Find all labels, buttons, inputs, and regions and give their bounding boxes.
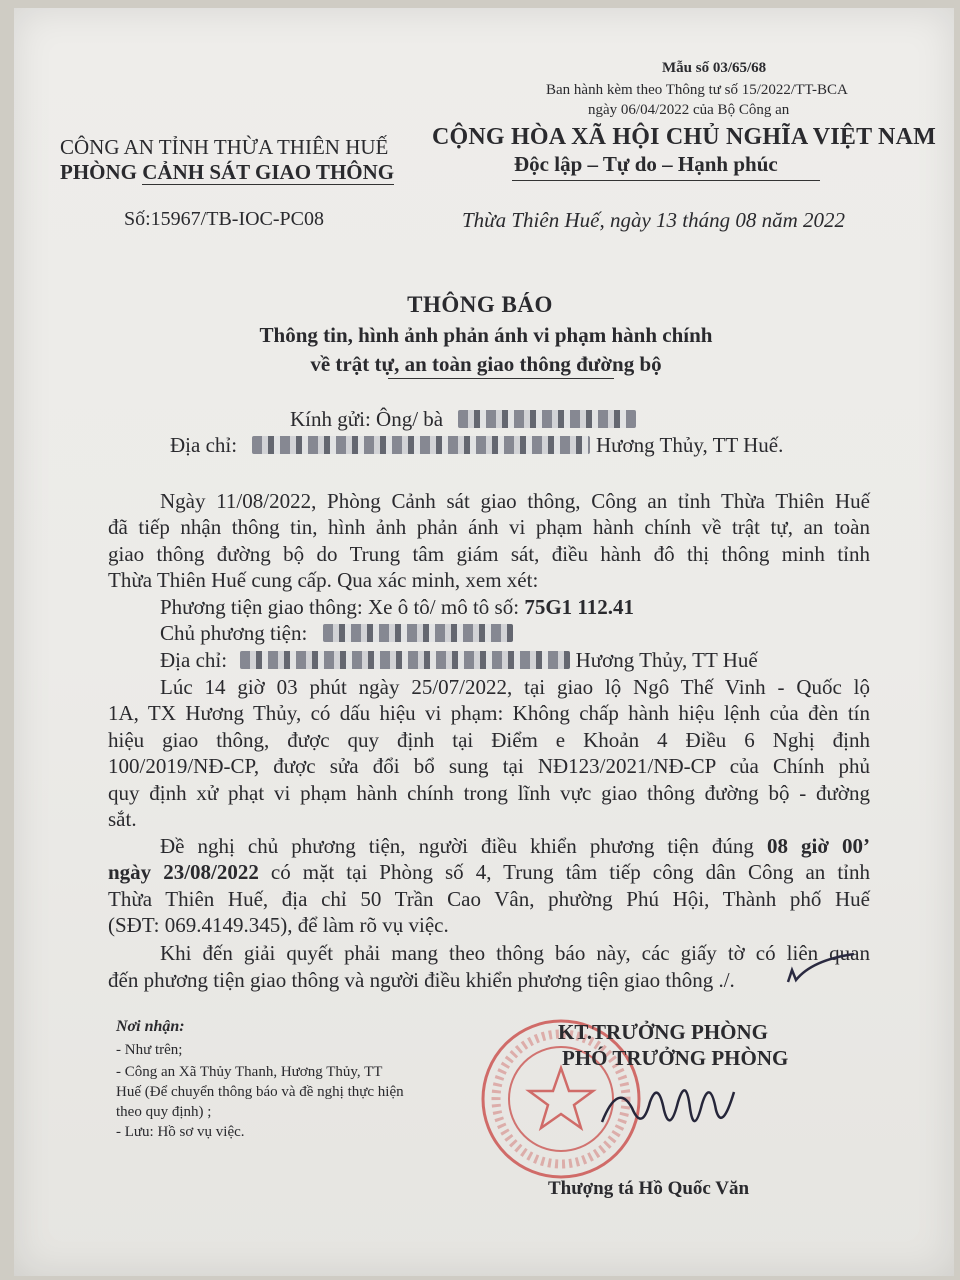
document-title: THÔNG BÁO — [407, 292, 553, 317]
body-line: đã tiếp nhận thông tin, hình ảnh phản ánh vi phạm hành chính về trật tự, an toàn — [108, 515, 870, 539]
address-label: Địa chỉ: — [170, 433, 238, 457]
body-line: 100/2019/NĐ-CP, được sửa đổi bổ sung tại NĐ123/2021/NĐ-CP của Chính phủ — [108, 754, 870, 778]
owner-address-line — [160, 648, 870, 673]
receiver-item: theo quy định) ; — [116, 1104, 212, 1120]
owner-address-end: Hương Thủy, TT Huế — [575, 648, 758, 672]
date-line: Thừa Thiên Huế, ngày 13 tháng 08 năm 2022 — [462, 208, 846, 232]
body-line: 1A, TX Hương Thủy, có dấu hiệu vi phạm: Không chấp hành hiệu lệnh của đèn tín — [108, 701, 870, 725]
subtitle-underline — [388, 378, 614, 379]
signature-title-2: PHÓ TRƯỞNG PHÒNG — [562, 1046, 789, 1070]
owner-address-label: Địa chỉ: — [160, 648, 228, 672]
redacted-owner — [323, 624, 513, 642]
appointment-location: có mặt tại Phòng số 4, Trung tâm tiếp công dân Công an tỉnh — [258, 860, 870, 884]
department-suffix: CẢNH SÁT GIAO THÔNG — [142, 160, 395, 184]
receiver-item: - Công an Xã Thủy Thanh, Hương Thủy, TT — [116, 1064, 383, 1080]
body-line: giao thông đường bộ do Trung tâm giám sát, điều hành đô thị thông minh tỉnh — [108, 542, 870, 566]
redacted-name — [458, 410, 636, 428]
signature-title-1: KT.TRƯỞNG PHÒNG — [558, 1020, 768, 1044]
owner-label: Chủ phương tiện: — [160, 621, 308, 645]
document-subtitle-2: về trật tự, an toàn giao thông đường bộ — [310, 352, 662, 376]
body-line: (SĐT: 069.4149.345), để làm rõ vụ việc. — [108, 913, 449, 937]
vehicle-label: Phương tiện giao thông: Xe ô tô/ mô tô số: — [160, 595, 525, 619]
signer-name: Thượng tá Hồ Quốc Văn — [548, 1178, 750, 1199]
handwritten-tick-mark — [782, 948, 862, 988]
receiver-item: Huế (Để chuyển thông báo và đề nghị thực hiện — [116, 1084, 404, 1100]
form-number: Mẫu số 03/65/68 — [662, 60, 767, 76]
appointment-time: 08 giờ 00’ — [766, 834, 870, 858]
body-line: Lúc 14 giờ 03 phút ngày 25/07/2022, tại giao lộ Ngô Thế Vinh - Quốc lộ — [160, 675, 870, 699]
vehicle-line — [160, 595, 870, 620]
owner-line — [160, 621, 870, 646]
body-line: Thừa Thiên Huế cung cấp. Qua xác minh, xem xét: — [108, 568, 539, 592]
form-reference-line2: ngày 06/04/2022 của Bộ Công an — [588, 102, 790, 118]
form-reference-line1: Ban hành kèm theo Thông tư số 15/2022/TT-BCA — [546, 82, 848, 98]
address-end: Hương Thủy, TT Huế. — [596, 433, 784, 457]
redacted-address — [252, 436, 590, 454]
body-line: hiệu giao thông, được quy định tại Điểm e Khoản 4 Điều 6 Nghị định — [108, 728, 870, 752]
nation-title: CỘNG HÒA XÃ HỘI CHỦ NGHĨA VIỆT NAM — [432, 124, 936, 150]
recipient-address — [170, 433, 590, 458]
document-subtitle-1: Thông tin, hình ảnh phản ánh vi phạm hành chính — [259, 323, 713, 347]
appointment-date-line — [108, 860, 870, 885]
body-line: Khi đến giải quyết phải mang theo thông báo này, các giấy tờ có liên quan — [160, 941, 870, 965]
appointment-text: Đề nghị chủ phương tiện, người điều khiển phương tiện đúng — [160, 834, 767, 858]
body-line: Ngày 11/08/2022, Phòng Cảnh sát giao thông, Công an tỉnh Thừa Thiên Huế — [160, 489, 870, 513]
appointment-line — [160, 834, 870, 859]
department-prefix: PHÒNG — [60, 160, 143, 184]
nation-motto: Độc lập – Tự do – Hạnh phúc — [514, 152, 778, 176]
body-line: Thừa Thiên Huế, địa chỉ 50 Trần Cao Vân, phường Phú Hội, Thành phố Huế — [108, 887, 870, 911]
document-number: Số:15967/TB-IOC-PC08 — [124, 208, 325, 230]
motto-underline — [512, 180, 820, 181]
greeting-label: Kính gửi: Ông/ bà — [290, 407, 444, 431]
recipient-greeting — [290, 407, 636, 432]
body-line: sắt. — [108, 807, 137, 831]
receiver-item: - Như trên; — [116, 1042, 183, 1058]
body-line: đến phương tiện giao thông và người điều khiển phương tiện giao thông ./. — [108, 968, 735, 992]
department-name — [60, 160, 394, 185]
redacted-owner-address — [240, 651, 570, 669]
receivers-heading: Nơi nhận: — [116, 1018, 185, 1035]
agency-name: CÔNG AN TỈNH THỪA THIÊN HUẾ — [60, 135, 389, 159]
handwritten-signature-icon — [598, 1062, 738, 1152]
body-line: quy định xử phạt vi phạm hành chính trong lĩnh vực giao thông đường bộ - đường — [108, 781, 870, 805]
appointment-date: ngày 23/08/2022 — [108, 860, 259, 884]
receiver-item: - Lưu: Hồ sơ vụ việc. — [116, 1124, 245, 1140]
vehicle-plate: 75G1 112.41 — [524, 595, 634, 619]
